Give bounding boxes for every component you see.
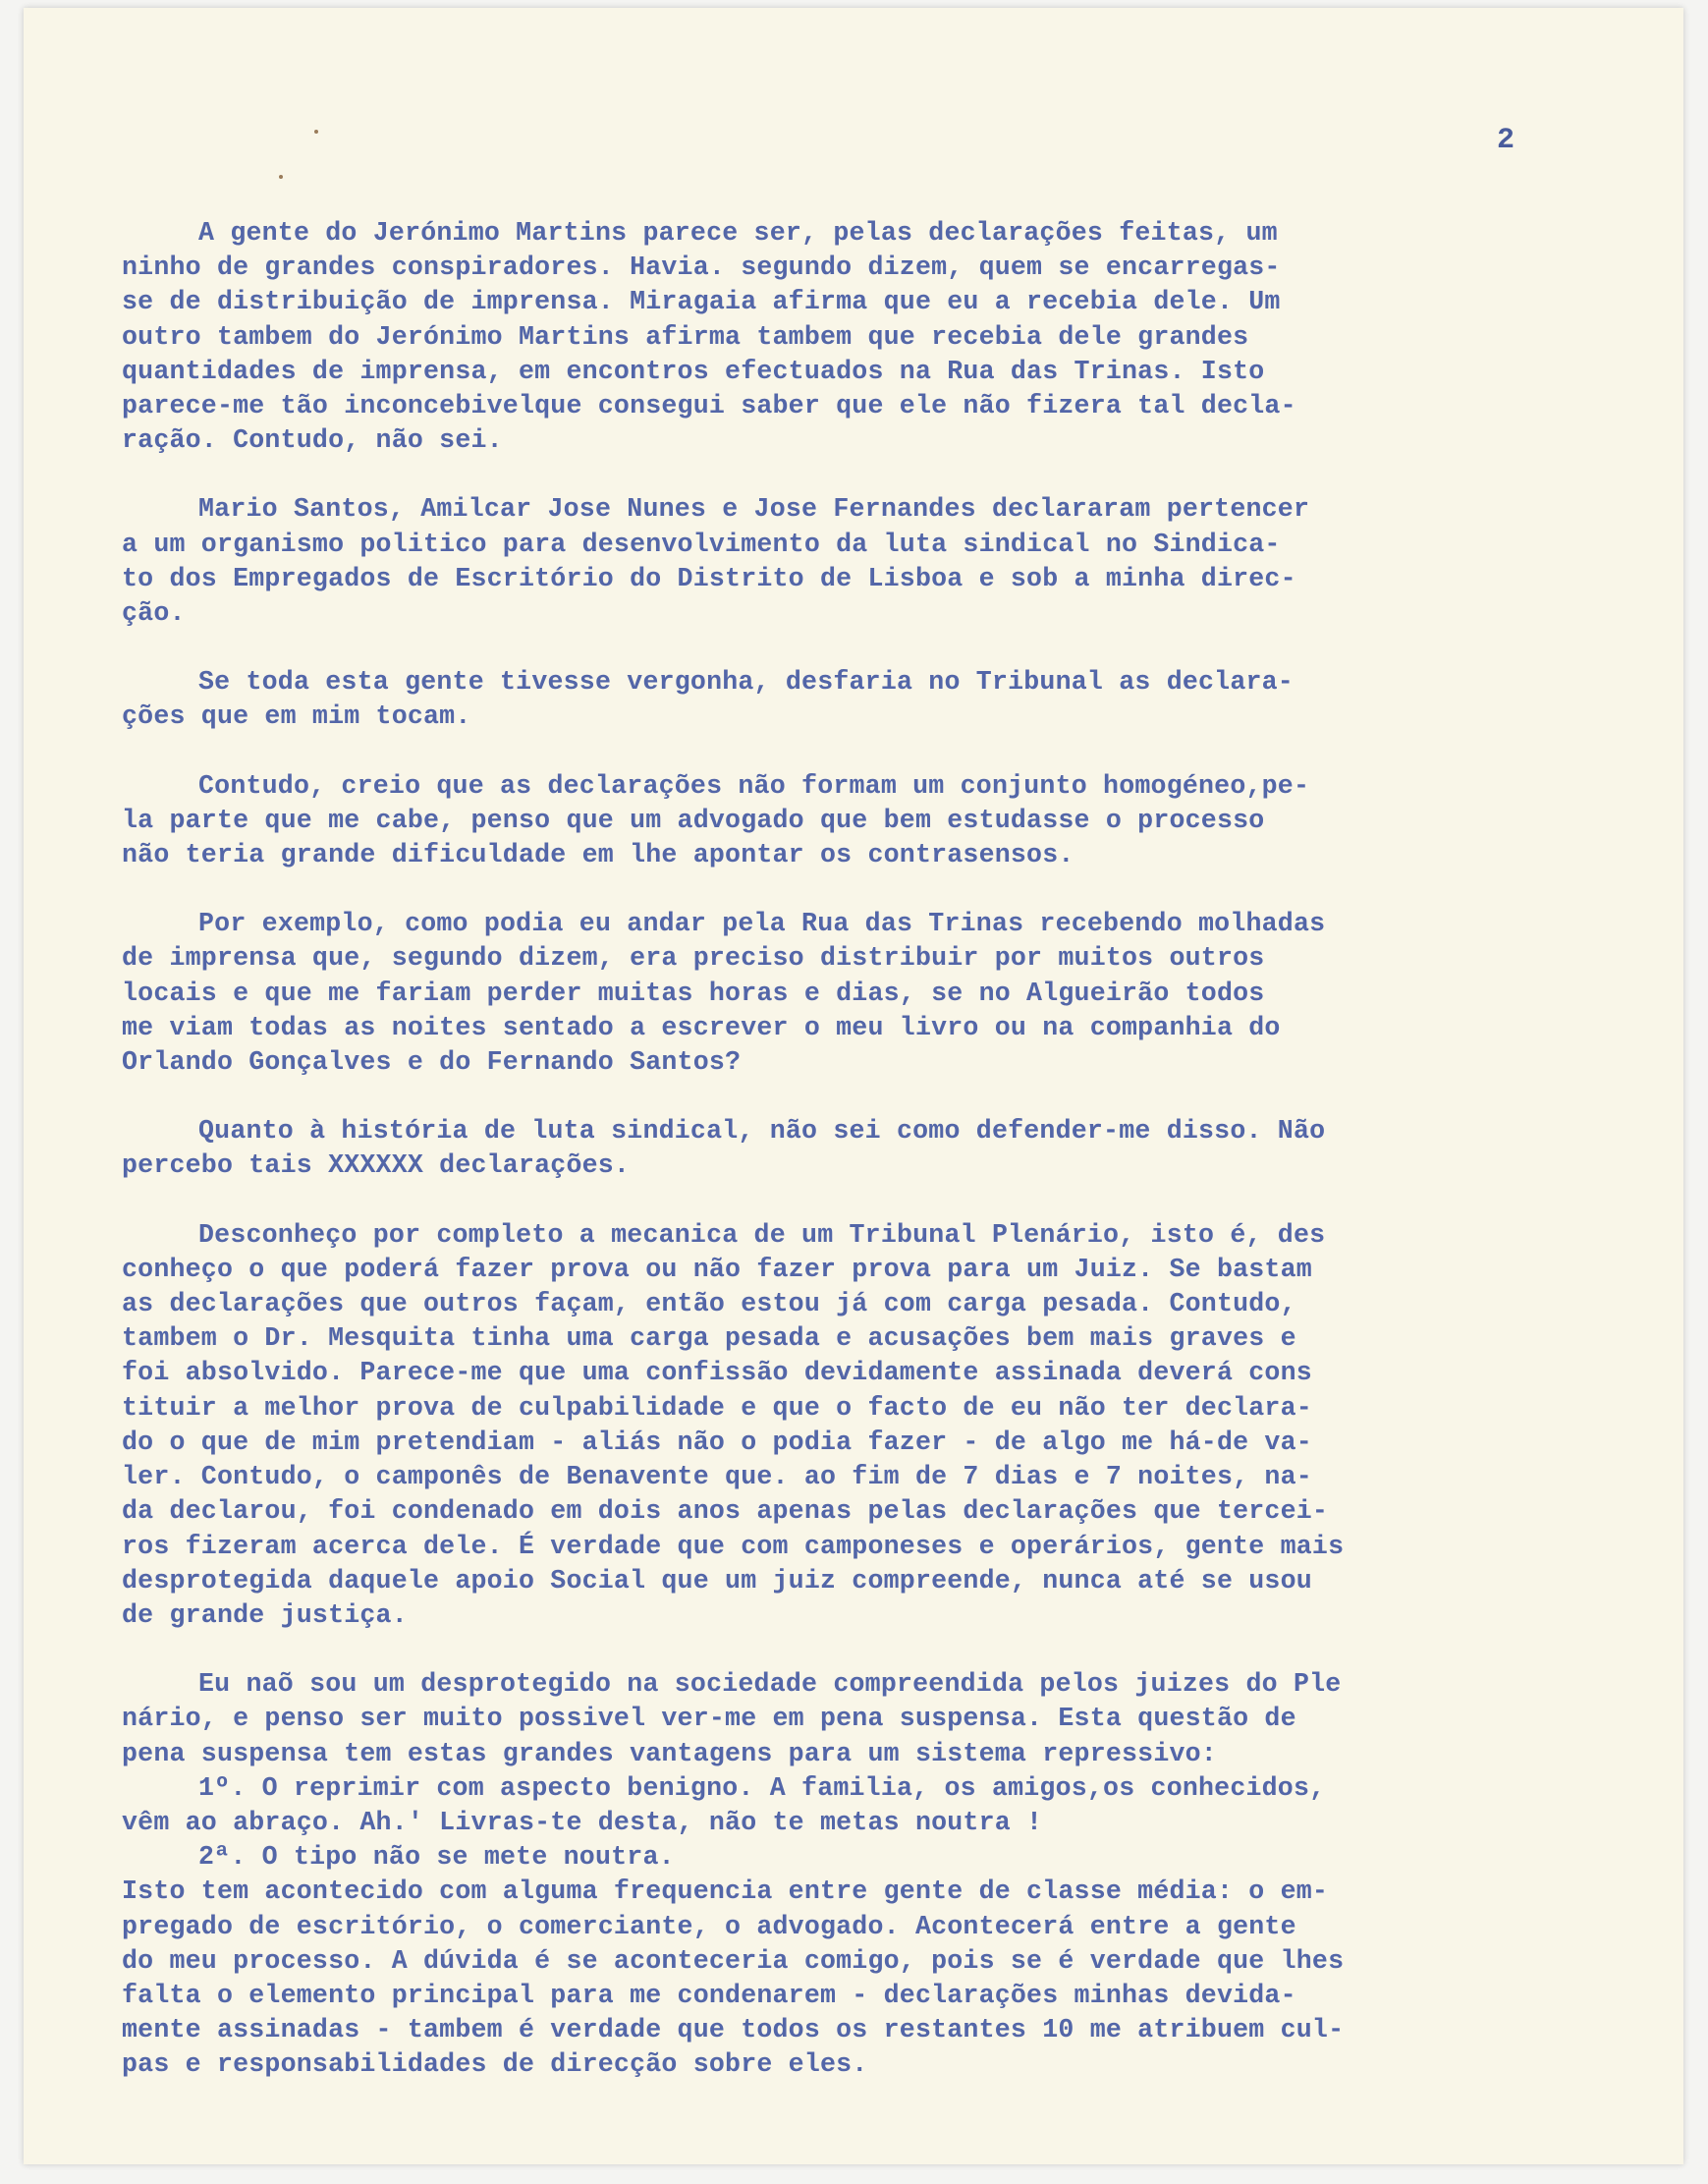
paragraph	[122, 665, 1629, 734]
text-line: se de distribuição de imprensa. Miragaia afirma que eu a recebia dele. Um	[122, 287, 1281, 317]
text-line: tambem o Dr. Mesquita tinha uma carga pesada e acusações bem mais graves e	[122, 1323, 1296, 1354]
text-line: pas e responsabilidades de direcção sobre eles.	[122, 2049, 868, 2080]
text-line: de imprensa que, segundo dizem, era preciso distribuir por muitos outros	[122, 943, 1265, 974]
text-line: falta o elemento principal para me condenarem - declarações minhas devida-	[122, 1980, 1296, 2010]
text-line: parece-me tão inconcebivelque consegui saber que ele não fizera tal decla-	[122, 391, 1296, 421]
paragraph	[122, 492, 1629, 631]
text-line: pena suspensa tem estas grandes vantagens para um sistema repressivo:	[122, 1738, 1217, 1768]
text-line: ler. Contudo, o camponês de Benavente que. ao fim de 7 dias e 7 noites, na-	[122, 1462, 1312, 1492]
text-line: da declarou, foi condenado em dois anos apenas pelas declarações que tercei-	[122, 1496, 1329, 1527]
text-line: mente assinadas - tambem é verdade que todos os restantes 10 me atribuem cul-	[122, 2015, 1345, 2045]
text-line: do meu processo. A dúvida é se aconteceria comigo, pois se é verdade que lhes	[122, 1945, 1345, 1976]
text-line: Se toda esta gente tivesse vergonha, desfaria no Tribunal as declara-	[198, 667, 1294, 698]
page-number: 2	[1497, 124, 1515, 157]
text-line: quantidades de imprensa, em encontros efectuados na Rua das Trinas. Isto	[122, 356, 1265, 386]
text-line: to dos Empregados de Escritório do Distrito de Lisboa e sob a minha direc-	[122, 563, 1296, 593]
paragraph	[122, 1114, 1629, 1183]
paragraph	[122, 769, 1629, 873]
text-line: desprotegida daquele apoio Social que um juiz compreende, nunca até se usou	[122, 1565, 1312, 1596]
text-line: ração. Contudo, não sei.	[122, 425, 503, 456]
text-line: ros fizeram acerca dele. É verdade que com camponeses e operários, gente mais	[122, 1531, 1345, 1561]
text-line: nário, e penso ser muito possivel ver-me em pena suspensa. Esta questão de	[122, 1704, 1296, 1734]
text-line: la parte que me cabe, penso que um advogado que bem estudasse o processo	[122, 805, 1265, 835]
text-line: a um organismo politico para desenvolvimento da luta sindical no Sindica-	[122, 529, 1281, 559]
text-line: conheço o que poderá fazer prova ou não fazer prova para um Juiz. Se bastam	[122, 1254, 1312, 1284]
text-line: ção.	[122, 598, 186, 629]
paragraph	[122, 907, 1629, 1080]
text-line: Desconheço por completo a mecanica de um Tribunal Plenário, isto é, des	[198, 1219, 1326, 1250]
text-line: de grande justiça.	[122, 1599, 408, 1630]
text-line: Orlando Gonçalves e do Fernando Santos?	[122, 1047, 742, 1078]
text-line: ções que em mim tocam.	[122, 701, 471, 732]
text-line: me viam todas as noites sentado a escrever o meu livro ou na companhia do	[122, 1012, 1281, 1042]
text-line: Contudo, creio que as declarações não formam um conjunto homogéneo,pe-	[198, 770, 1310, 801]
paragraph	[122, 1667, 1629, 2082]
text-line: pregado de escritório, o comerciante, o advogado. Acontecerá entre a gente	[122, 1911, 1296, 1941]
typewritten-letter-body	[122, 216, 1629, 2117]
paragraph	[122, 216, 1629, 458]
text-line: foi absolvido. Parece-me que uma confissão devidamente assinada deverá cons	[122, 1358, 1312, 1388]
ink-speck-mark	[279, 175, 283, 179]
paragraph	[122, 1218, 1629, 1633]
text-line: 1º. O reprimir com aspecto benigno. A familia, os amigos,os conhecidos,	[198, 1772, 1326, 1803]
text-line: A gente do Jerónimo Martins parece ser, pelas declarações feitas, um	[198, 218, 1278, 248]
text-line: ninho de grandes conspiradores. Havia. segundo dizem, quem se encarregas-	[122, 252, 1281, 283]
text-line: 2ª. O tipo não se mete noutra.	[198, 1842, 675, 1873]
ink-speck-mark	[314, 130, 318, 134]
text-line: vêm ao abraço. Ah.' Livras-te desta, não te metas noutra !	[122, 1807, 1043, 1837]
text-line: percebo tais XXXXXX declarações.	[122, 1150, 631, 1181]
text-line: Eu naõ sou um desprotegido na sociedade compreendida pelos juizes do Ple	[198, 1669, 1342, 1700]
text-line: Mario Santos, Amilcar Jose Nunes e Jose Fernandes declararam pertencer	[198, 494, 1310, 525]
text-line: não teria grande dificuldade em lhe apontar os contrasensos.	[122, 840, 1074, 870]
text-line: as declarações que outros façam, então estou já com carga pesada. Contudo,	[122, 1289, 1296, 1319]
document-page	[24, 8, 1683, 2164]
text-line: outro tambem do Jerónimo Martins afirma tambem que recebia dele grandes	[122, 321, 1249, 352]
text-line: Quanto à história de luta sindical, não sei como defender-me disso. Não	[198, 1116, 1326, 1147]
text-line: Isto tem acontecido com alguma frequencia entre gente de classe média: o em-	[122, 1876, 1329, 1907]
text-line: locais e que me fariam perder muitas horas e dias, se no Algueirão todos	[122, 978, 1265, 1008]
text-line: tituir a melhor prova de culpabilidade e que o facto de eu não ter declara-	[122, 1392, 1312, 1423]
text-line: Por exemplo, como podia eu andar pela Rua das Trinas recebendo molhadas	[198, 909, 1326, 939]
text-line: do o que de mim pretendiam - aliás não o podia fazer - de algo me há-de va-	[122, 1427, 1312, 1457]
